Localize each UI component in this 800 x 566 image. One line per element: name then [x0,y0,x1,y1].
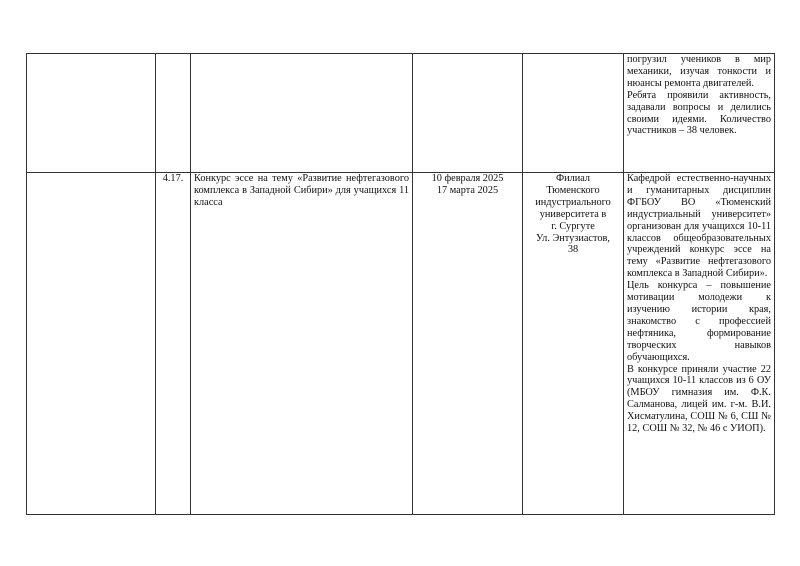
table-cell-empty [27,173,156,515]
description-paragraph: погрузил учеников в мир механики, изучая тонкости и нюансы ремонта двигателей. [627,54,771,89]
event-location [523,173,624,515]
event-title [191,54,413,173]
table-cell-empty [27,54,156,173]
event-dates [413,54,523,173]
description-paragraph: Цель конкурса – повышение мотивации молодежи к изучению истории края, знакомство с профессией нефтяника, формирование творческих навыков обучающихся. [627,280,771,363]
events-table [26,53,775,515]
location-line: индустриального [535,196,611,208]
location-line: Ул. Энтузиастов, [536,232,610,244]
location-line: Филиал [555,173,591,184]
event-date-start: 10 февраля 2025 [431,173,504,184]
location-line: 38 [567,244,579,256]
event-description [624,54,775,173]
event-title [191,173,413,515]
row-number [156,54,191,173]
event-title-text: Конкурс эссе на тему «Развитие нефтегазового комплекса в Западной Сибири» для учащихся 11 класса [194,173,409,208]
location-line: университета в [539,208,607,220]
description-paragraph: В конкурсе приняли участие 22 учащихся 10-11 классов из 6 ОУ (МБОУ гимназия им. Ф.К. Салманова, лицей им. г-м. В.И. Хисматулина, СОШ № 6, СШ № 12, СОШ № 32, № 46 с УИОП). [627,363,771,435]
event-date-end: 17 марта 2025 [436,184,499,196]
table-row [27,173,775,515]
row-number: 4.17. [156,173,191,515]
location-line: г. Сургуте [551,220,595,232]
table-row [27,54,775,173]
description-paragraph: Кафедрой естественно-научных и гуманитарных дисциплин ФГБОУ ВО «Тюменский индустриальный университет» организован для учащихся 10-11 классов общеобразовательных учреждений конкурс эссе на тему «Развитие нефтегазового комплекса в Западной Сибири». [627,173,771,280]
event-description [624,173,775,515]
description-paragraph: Ребята проявили активность, задавали вопросы и делились своими идеями. Количество участников – 38 человек. [627,89,771,137]
event-location [523,54,624,173]
location-line: Тюменского [546,184,600,196]
event-dates [413,173,523,515]
